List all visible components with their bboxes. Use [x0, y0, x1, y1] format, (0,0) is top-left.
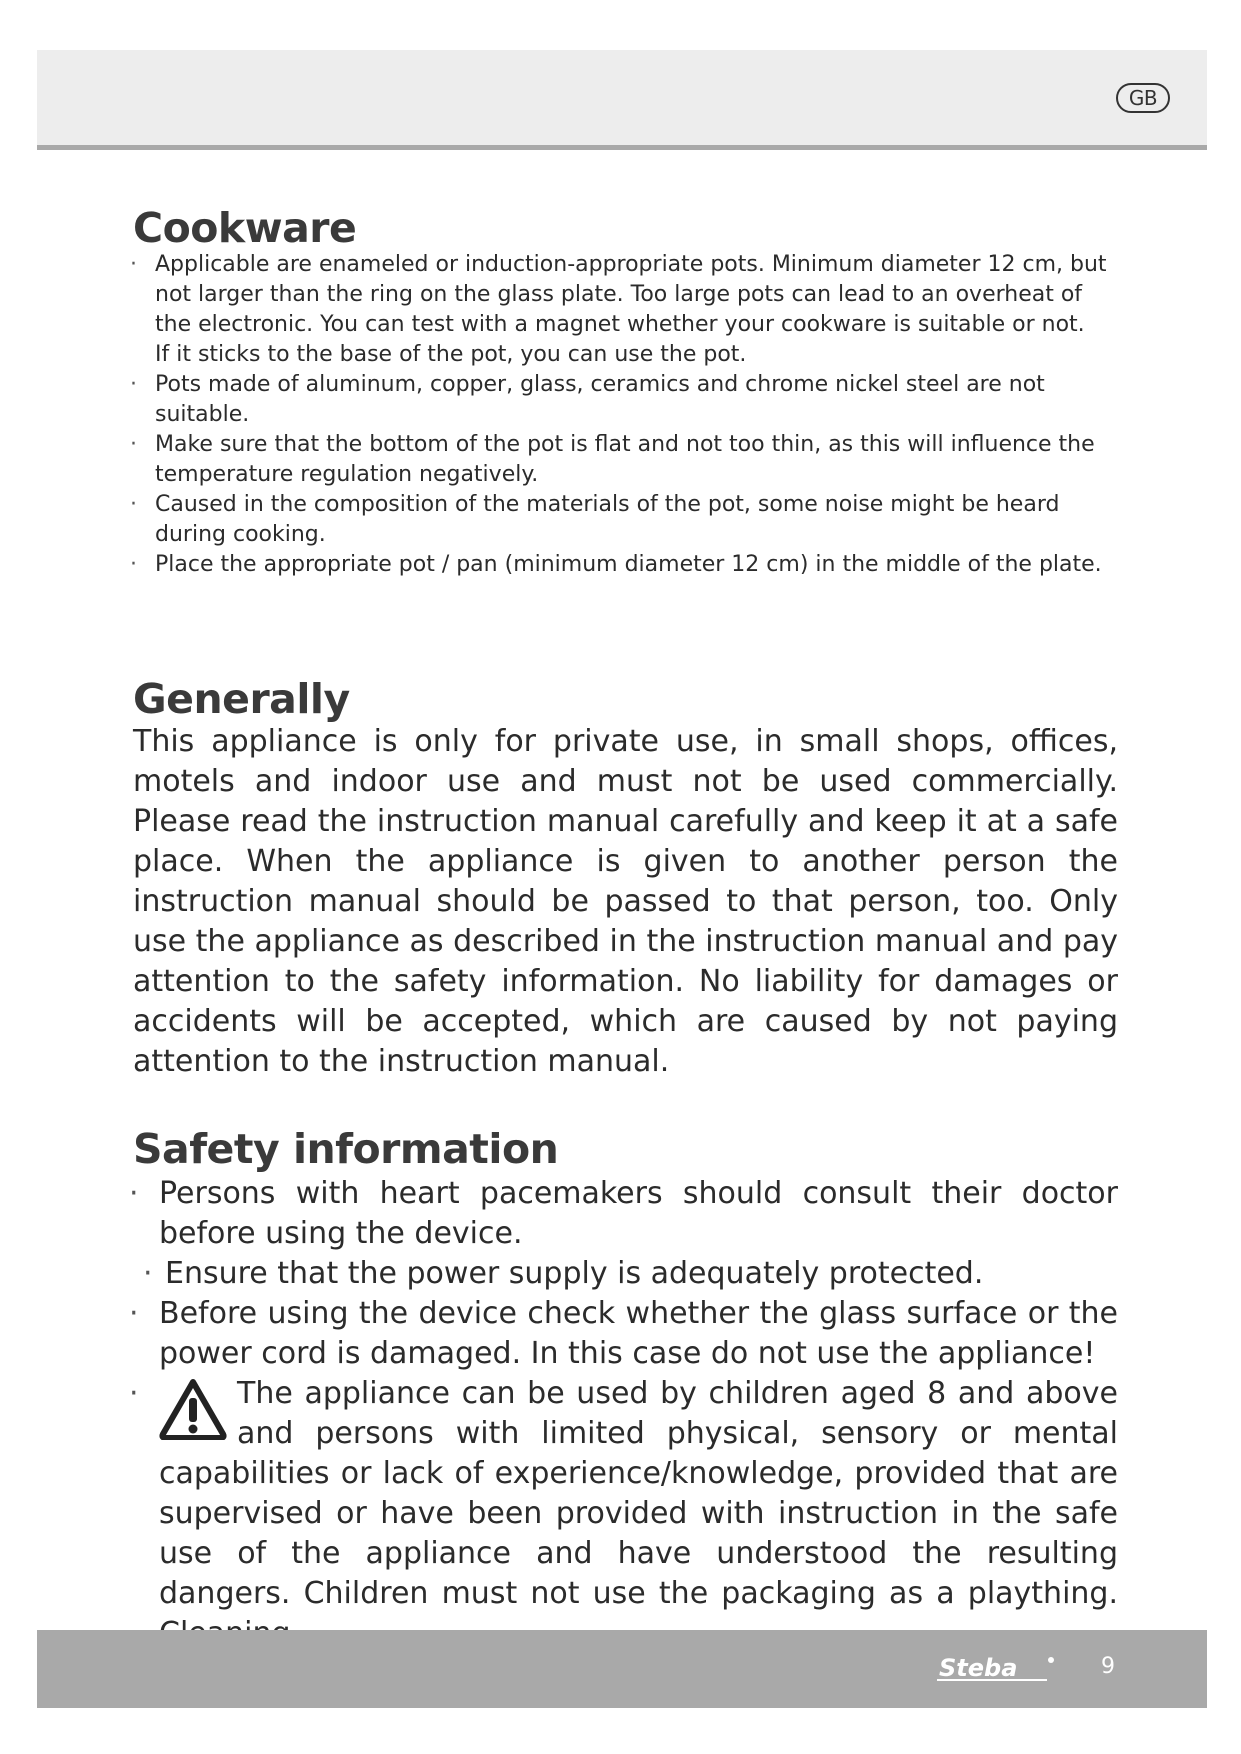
list-item: · Make sure that the bottom of the pot is flat and not too thin, as this will influence the temperature regulation negatively.	[133, 430, 1118, 490]
brand-logo	[937, 1652, 1057, 1686]
safety-heading: Safety information	[133, 1125, 559, 1173]
language-badge: GB	[1116, 83, 1170, 113]
generally-paragraph: This appliance is only for private use, in small shops, offices, motels and indoor use and must not be used commercially. Please read the instruction manual carefully and keep it at a safe place. When the appliance is given to another person the instruction manual should be passed to that person, too. Only use the appliance as described in the instruction manual and pay attention to the safety information. No liability for damages or accidents will be accepted, which are caused by not paying attention to the instruction manual.	[133, 724, 1118, 1079]
list-item: · Place the appropriate pot / pan (minimum diameter 12 cm) in the middle of the plate.	[133, 550, 1118, 580]
page-header	[37, 50, 1207, 150]
list-item: · Persons with heart pacemakers should consult their doctor before using the device.	[133, 1174, 1118, 1254]
brand-text: Steba	[939, 1654, 1018, 1682]
list-item-text: The appliance can be used by children aged 8 and above and persons with limited physical, sensory or mental capabilities or lack of experience/knowledge, provided that are supervised or have been provided with instruction in the safe use of the appliance and have understood the resulting dangers. Children must not use the packaging as a plaything.	[159, 1376, 1118, 1611]
cookware-heading: Cookware	[133, 204, 357, 252]
safety-list	[133, 1174, 1118, 1654]
cookware-list	[133, 250, 1118, 580]
list-item-text: · Applicable are enameled or induction-appropriate pots. Minimum diameter 12 cm, but not larger than the ring on the glass plate. Too large pots can lead to an overheat of the electronic. You can test with a magnet whether your cookware is suitable or not.	[155, 252, 1107, 337]
list-item	[133, 250, 1118, 370]
list-item-text: If it sticks to the base of the pot, you can use the pot.	[155, 342, 747, 367]
list-item	[133, 1374, 1118, 1654]
list-item: · Pots made of aluminum, copper, glass, ceramics and chrome nickel steel are not suitable.	[133, 370, 1118, 430]
generally-heading: Generally	[133, 675, 350, 723]
warning-icon	[159, 1378, 227, 1440]
page-number: 9	[1101, 1654, 1115, 1679]
list-item: · Before using the device check whether the glass surface or the power cord is damaged. In this case do not use the appliance!	[133, 1294, 1118, 1374]
page-footer	[37, 1630, 1207, 1708]
list-item: · Caused in the composition of the materials of the pot, some noise might be heard during cooking.	[133, 490, 1118, 550]
list-item: · Ensure that the power supply is adequately protected.	[133, 1254, 1118, 1294]
